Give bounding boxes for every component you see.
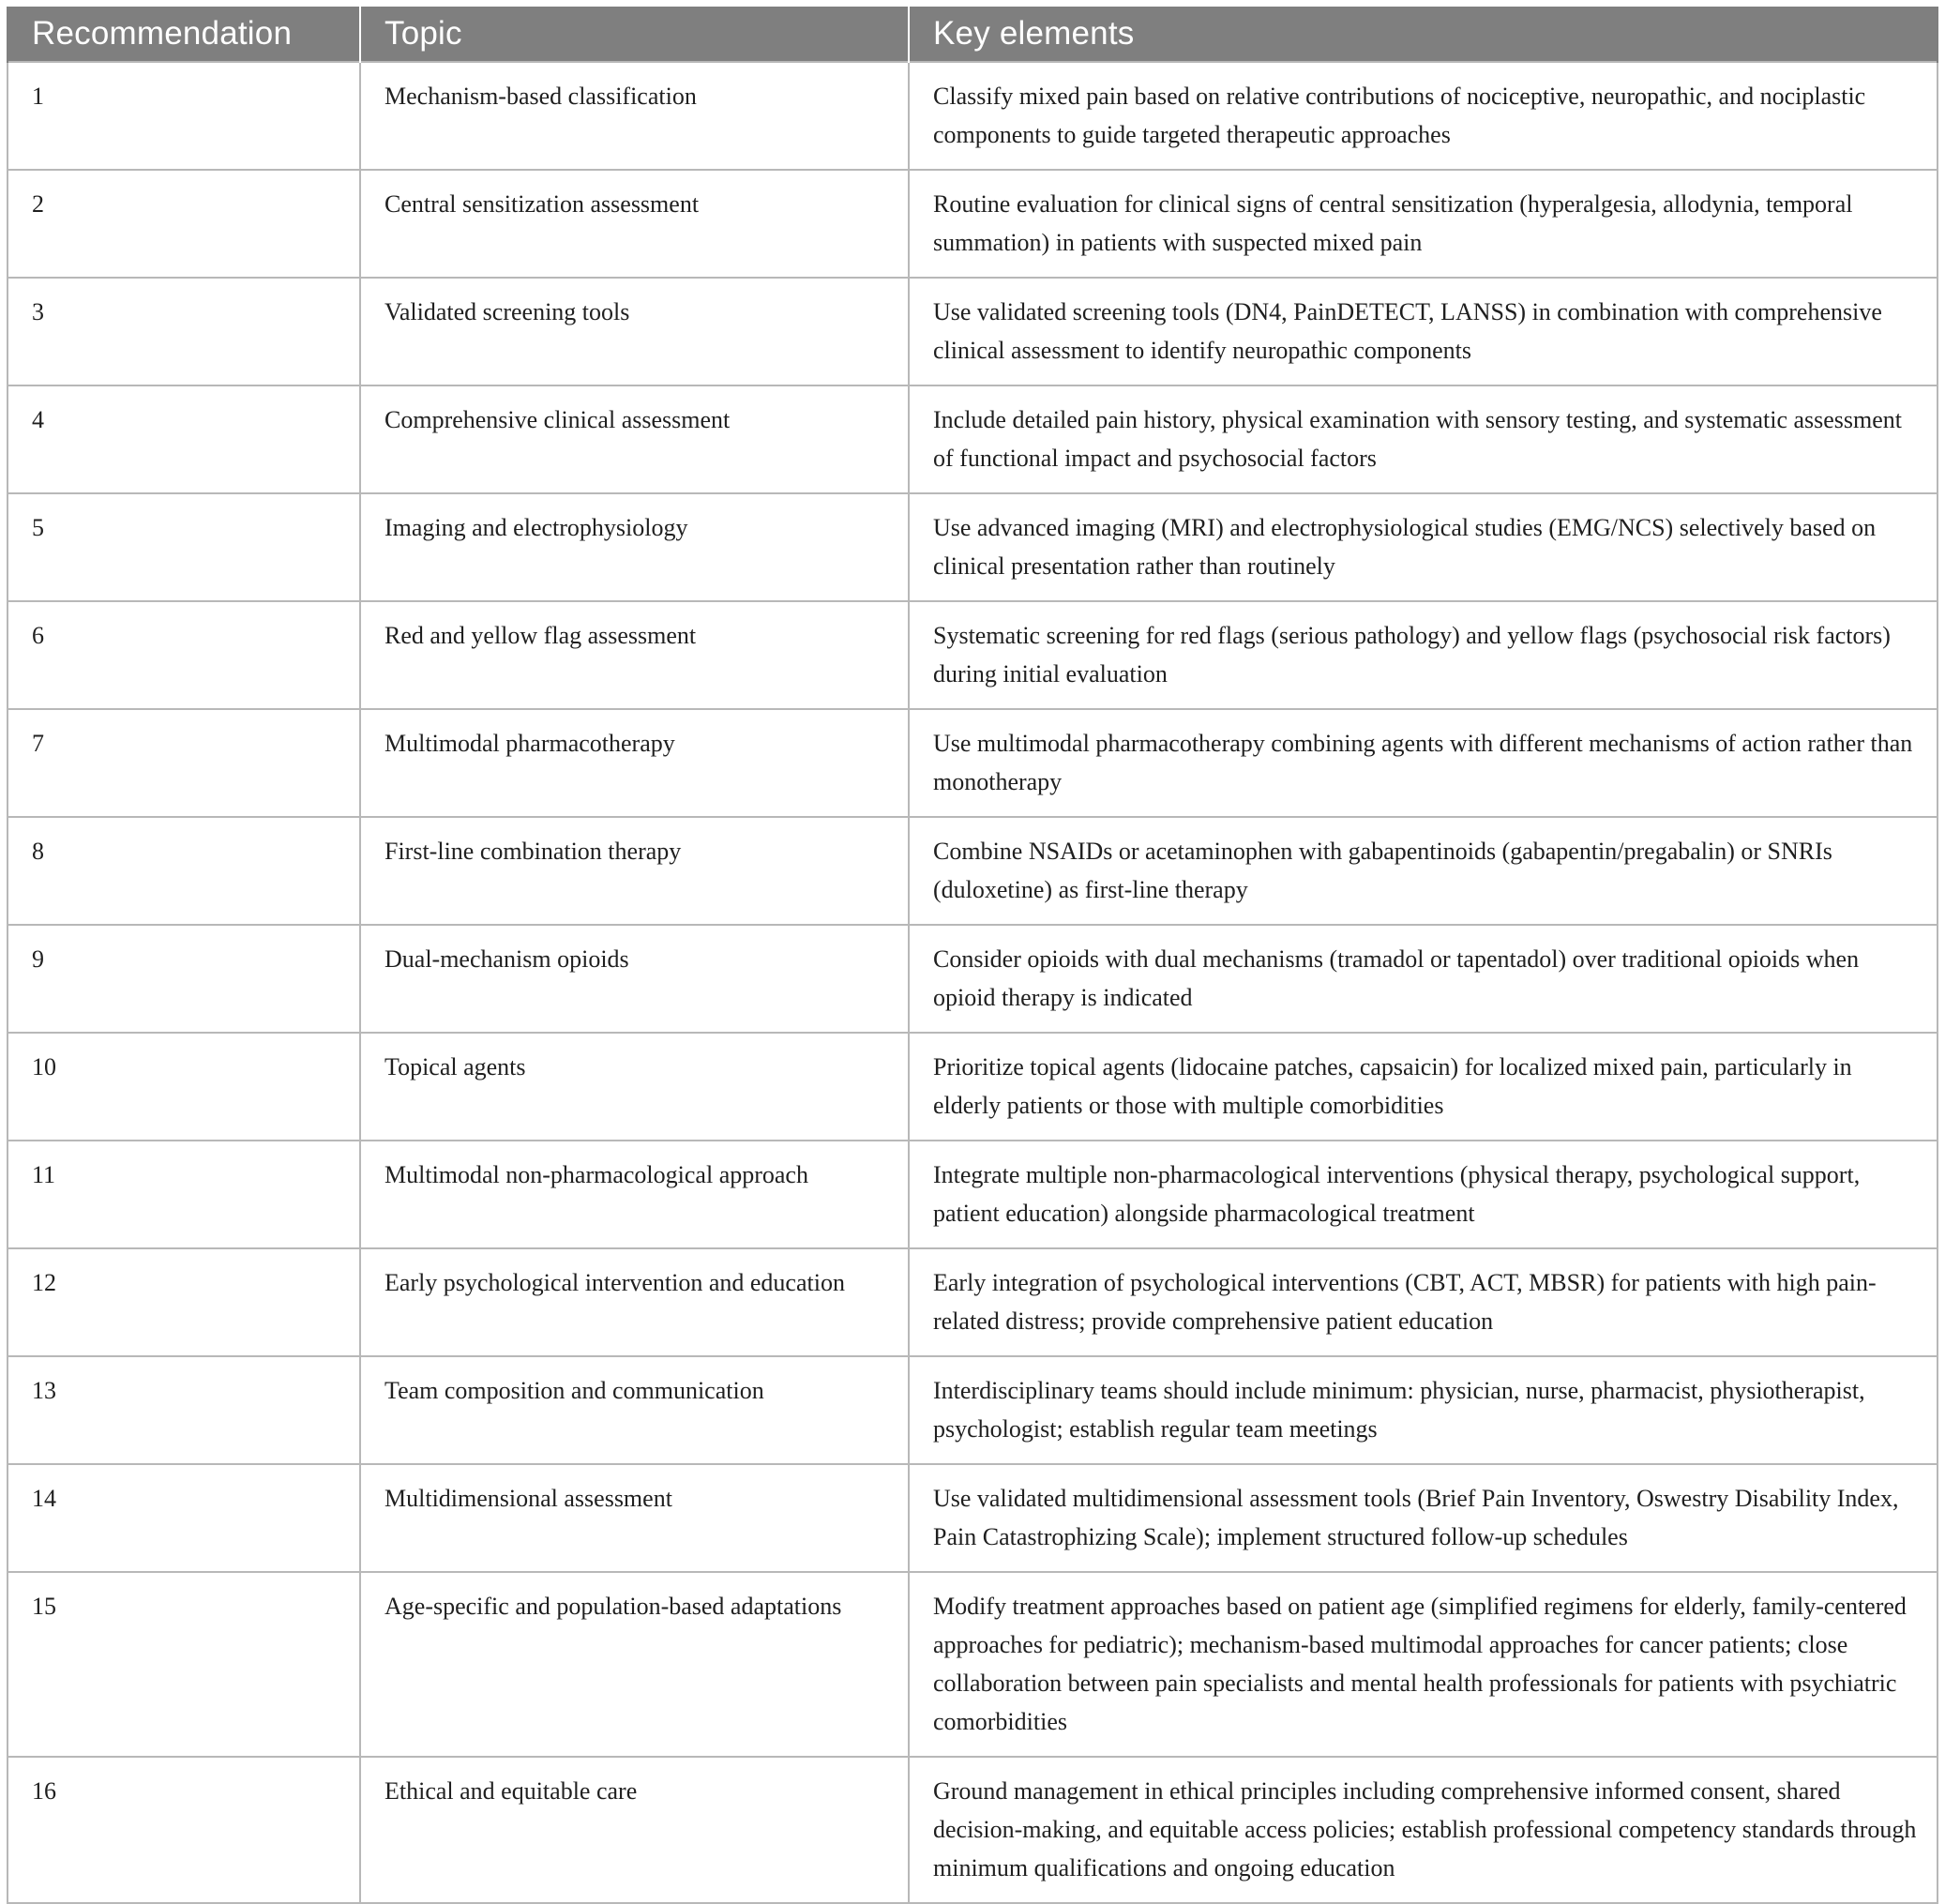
cell-key-elements: Classify mixed pain based on relative contributions of nociceptive, neuropathic, and nociplastic components to guide targeted therapeutic approaches <box>909 62 1937 170</box>
cell-key-elements: Early integration of psychological interventions (CBT, ACT, MBSR) for patients with high pain-related distress; provide comprehensive patient education <box>909 1248 1937 1356</box>
table-row <box>8 1033 1937 1141</box>
cell-recommendation-number: 2 <box>8 170 360 278</box>
cell-topic: Multidimensional assessment <box>360 1464 909 1572</box>
cell-recommendation-number: 16 <box>8 1757 360 1903</box>
cell-key-elements: Consider opioids with dual mechanisms (tramadol or tapentadol) over traditional opioids when opioid therapy is indicated <box>909 925 1937 1033</box>
cell-recommendation-number: 7 <box>8 709 360 817</box>
recommendations-table <box>7 7 1938 1904</box>
table-row <box>8 1356 1937 1464</box>
table-row <box>8 601 1937 709</box>
table-row <box>8 1572 1937 1757</box>
cell-topic: Early psychological intervention and education <box>360 1248 909 1356</box>
cell-recommendation-number: 12 <box>8 1248 360 1356</box>
table-row <box>8 170 1937 278</box>
header-recommendation: Recommendation <box>8 7 360 62</box>
recommendations-table-container <box>7 7 1937 1904</box>
cell-recommendation-number: 14 <box>8 1464 360 1572</box>
cell-key-elements: Include detailed pain history, physical examination with sensory testing, and systematic assessment of functional impact and psychosocial factors <box>909 385 1937 493</box>
cell-recommendation-number: 6 <box>8 601 360 709</box>
table-row <box>8 709 1937 817</box>
cell-topic: Central sensitization assessment <box>360 170 909 278</box>
cell-recommendation-number: 8 <box>8 817 360 925</box>
cell-topic: Dual-mechanism opioids <box>360 925 909 1033</box>
table-row <box>8 1757 1937 1903</box>
cell-topic: Multimodal pharmacotherapy <box>360 709 909 817</box>
table-row <box>8 1248 1937 1356</box>
cell-recommendation-number: 13 <box>8 1356 360 1464</box>
header-key-elements: Key elements <box>909 7 1937 62</box>
header-row <box>8 7 1937 62</box>
cell-recommendation-number: 9 <box>8 925 360 1033</box>
cell-recommendation-number: 10 <box>8 1033 360 1141</box>
table-header <box>8 7 1937 62</box>
cell-recommendation-number: 4 <box>8 385 360 493</box>
cell-recommendation-number: 5 <box>8 493 360 601</box>
cell-topic: Imaging and electrophysiology <box>360 493 909 601</box>
cell-key-elements: Prioritize topical agents (lidocaine patches, capsaicin) for localized mixed pain, particularly in elderly patients or those with multiple comorbidities <box>909 1033 1937 1141</box>
table-row <box>8 493 1937 601</box>
header-topic: Topic <box>360 7 909 62</box>
table-row <box>8 278 1937 385</box>
table-row <box>8 925 1937 1033</box>
cell-topic: First-line combination therapy <box>360 817 909 925</box>
cell-recommendation-number: 3 <box>8 278 360 385</box>
cell-topic: Topical agents <box>360 1033 909 1141</box>
table-row <box>8 1464 1937 1572</box>
cell-key-elements: Use validated multidimensional assessment tools (Brief Pain Inventory, Oswestry Disability Index, Pain Catastrophizing Scale); implement structured follow-up schedules <box>909 1464 1937 1572</box>
cell-key-elements: Combine NSAIDs or acetaminophen with gabapentinoids (gabapentin/pregabalin) or SNRIs (duloxetine) as first-line therapy <box>909 817 1937 925</box>
cell-key-elements: Integrate multiple non-pharmacological interventions (physical therapy, psychological support, patient education) alongside pharmacological treatment <box>909 1141 1937 1248</box>
cell-topic: Ethical and equitable care <box>360 1757 909 1903</box>
cell-topic: Comprehensive clinical assessment <box>360 385 909 493</box>
cell-topic: Red and yellow flag assessment <box>360 601 909 709</box>
cell-recommendation-number: 15 <box>8 1572 360 1757</box>
table-row <box>8 385 1937 493</box>
cell-recommendation-number: 11 <box>8 1141 360 1248</box>
table-body <box>8 62 1937 1903</box>
cell-topic: Multimodal non-pharmacological approach <box>360 1141 909 1248</box>
cell-key-elements: Modify treatment approaches based on patient age (simplified regimens for elderly, family-centered approaches for pediatric); mechanism-based multimodal approaches for cancer patients; close collaboration between pain specialists and mental health professionals for patients with psychiatric comorbidities <box>909 1572 1937 1757</box>
table-row <box>8 1141 1937 1248</box>
cell-key-elements: Use validated screening tools (DN4, PainDETECT, LANSS) in combination with comprehensive clinical assessment to identify neuropathic components <box>909 278 1937 385</box>
table-row <box>8 817 1937 925</box>
cell-key-elements: Interdisciplinary teams should include minimum: physician, nurse, pharmacist, physiotherapist, psychologist; establish regular team meetings <box>909 1356 1937 1464</box>
cell-key-elements: Use multimodal pharmacotherapy combining agents with different mechanisms of action rather than monotherapy <box>909 709 1937 817</box>
table-row <box>8 62 1937 170</box>
cell-key-elements: Routine evaluation for clinical signs of central sensitization (hyperalgesia, allodynia, temporal summation) in patients with suspected mixed pain <box>909 170 1937 278</box>
cell-key-elements: Use advanced imaging (MRI) and electrophysiological studies (EMG/NCS) selectively based on clinical presentation rather than routinely <box>909 493 1937 601</box>
cell-topic: Team composition and communication <box>360 1356 909 1464</box>
cell-key-elements: Systematic screening for red flags (serious pathology) and yellow flags (psychosocial risk factors) during initial evaluation <box>909 601 1937 709</box>
cell-key-elements: Ground management in ethical principles including comprehensive informed consent, shared decision-making, and equitable access policies; establish professional competency standards through minimum qualifications and ongoing education <box>909 1757 1937 1903</box>
cell-topic: Mechanism-based classification <box>360 62 909 170</box>
cell-recommendation-number: 1 <box>8 62 360 170</box>
cell-topic: Age-specific and population-based adaptations <box>360 1572 909 1757</box>
cell-topic: Validated screening tools <box>360 278 909 385</box>
